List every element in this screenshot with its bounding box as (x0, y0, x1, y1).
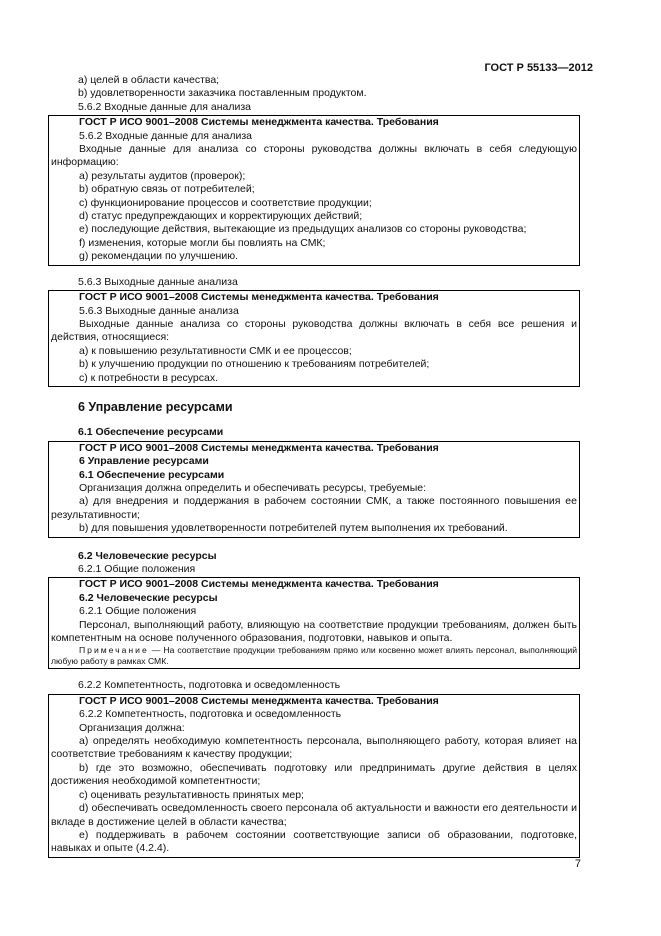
note-label: Примечание (79, 645, 149, 656)
list-item: e) последующие действия, вытекающие из предыдущих анализов со стороны руководства; (79, 223, 527, 236)
section-heading: 6 Управление ресурсами (79, 455, 209, 468)
paragraph: Организация должна определить и обеспечивать ресурсы, требуемые: (79, 481, 427, 494)
list-item: e) поддерживать в рабочем состоянии соответствующие записи об образовании, подготовке, навыках и опыте (4.2.4). (51, 828, 577, 855)
note (51, 645, 577, 667)
list-item: c) к потребности в ресурсах. (79, 371, 218, 384)
list-item: d) обеспечивать осведомленность своего персонала об актуальности и важности его деятельности и вкладе в достижение целей в области качества; (51, 802, 577, 828)
quote-box-6-1 (48, 441, 580, 538)
clause-heading: 6.1 Обеспечение ресурсами (78, 426, 224, 439)
list-item: а) к повышению результативности СМК и ее процессов; (79, 344, 352, 357)
standard-title: ГОСТ Р ИСО 9001–2008 Системы менеджмента качества. Требования (79, 116, 439, 129)
clause-heading: 6.2.1 Общие положения (79, 605, 197, 618)
list-item: b) к улучшению продукции по отношению к требованиям потребителей; (79, 358, 430, 371)
paragraph: Входные данные для анализа со стороны руководства должны включать в себя следующую информацию: (51, 143, 577, 169)
list-item: c) оценивать результативность принятых мер; (79, 788, 304, 801)
clause-heading: 5.6.2 Входные данные для анализа (78, 100, 251, 113)
list-item: а) для внедрения и поддержания в рабочем состоянии СМК, а также постоянного повышения ее результативности; (51, 495, 577, 521)
paragraph: Персонал, выполняющий работу, влияющую на соответствие продукции требованиям, должен быть компетентным на основе полученного образования, подготовки, навыков и опыта. (51, 618, 577, 645)
quote-box-5-6-3 (48, 290, 580, 387)
clause-heading: 6.2.1 Общие положения (78, 563, 196, 575)
quote-box-6-2-2 (48, 694, 580, 858)
list-item: b) где это возможно, обеспечивать подготовку или предпринимать другие действия в целях достижения необходимой компетентности; (51, 761, 577, 788)
list-item: g) рекомендации по улучшению. (79, 250, 238, 263)
clause-heading: 6.2.2 Компетентность, подготовка и осведомленность (79, 708, 342, 721)
paragraph: Организация должна: (79, 721, 185, 734)
quote-box-5-6-2 (48, 115, 580, 265)
quote-box-6-2-1 (48, 577, 580, 669)
list-item: c) функционирование процессов и соответствие продукции; (79, 196, 372, 209)
clause-heading: 5.6.3 Выходные данные анализа (79, 304, 239, 317)
standard-title: ГОСТ Р ИСО 9001–2008 Системы менеджмента качества. Требования (79, 694, 439, 707)
paragraph: Выходные данные анализа со стороны руководства должны включать в себя все решения и действия, относящиеся: (51, 317, 577, 344)
note-text: — На соответствие продукции требованиям прямо или косвенно может влиять персонал, выполняющий любую работу в рамках СМК. (51, 645, 577, 667)
list-item: а) определять необходимую компетентность персонала, выполняющего работу, которая влияет на соответствие требованиям к качеству продукции; (51, 735, 577, 761)
list-item: f) изменения, которые могли бы повлиять на СМК; (79, 236, 326, 249)
list-item: d) статус предупреждающих и корректирующих действий; (79, 210, 363, 223)
clause-heading: 5.6.2 Входные данные для анализа (79, 129, 252, 142)
list-item: b) удовлетворенности заказчика поставленным продуктом. (78, 87, 367, 100)
standard-title: ГОСТ Р ИСО 9001–2008 Системы менеджмента качества. Требования (79, 291, 439, 304)
list-item: b) обратную связь от потребителей; (79, 183, 255, 196)
clause-heading: 6.1 Обеспечение ресурсами (79, 468, 225, 481)
clause-heading: 6.2.2 Компетентность, подготовка и осведомленность (78, 679, 341, 692)
page-number: 7 (574, 858, 581, 870)
list-item: а) результаты аудитов (проверок); (79, 169, 246, 182)
list-item: а) целей в области качества; (78, 74, 220, 86)
clause-heading: 6.2 Человеческие ресурсы (79, 591, 218, 604)
standard-title: ГОСТ Р ИСО 9001–2008 Системы менеджмента качества. Требования (79, 578, 439, 591)
document-id: ГОСТ Р 55133—2012 (484, 62, 593, 74)
standard-title: ГОСТ Р ИСО 9001–2008 Системы менеджмента качества. Требования (79, 441, 439, 454)
section-title: 6 Управление ресурсами (78, 399, 233, 414)
clause-heading: 5.6.3 Выходные данные анализа (78, 275, 238, 288)
clause-heading: 6.2 Человеческие ресурсы (78, 549, 217, 562)
list-item: b) для повышения удовлетворенности потребителей путем выполнения их требований. (79, 522, 508, 535)
page-content (50, 74, 580, 858)
